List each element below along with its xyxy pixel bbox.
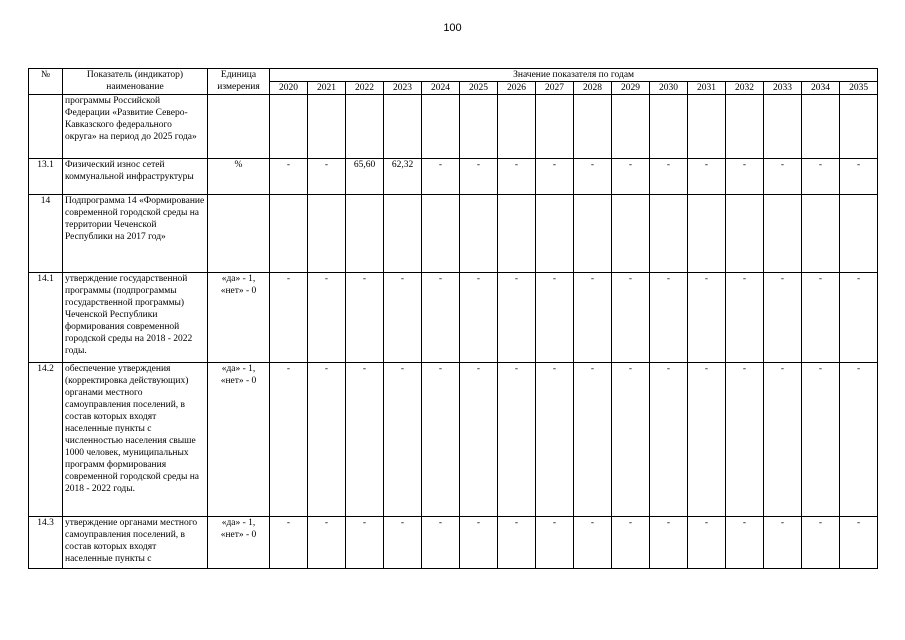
- year-value: -: [574, 517, 612, 569]
- year-value: [764, 95, 802, 159]
- year-value: -: [574, 159, 612, 195]
- indicator-name: программы Российской Федерации «Развитие Северо-Кавказского федерального округа» на период до 2025 года»: [63, 95, 208, 159]
- year-value: [802, 195, 840, 273]
- year-value: [498, 95, 536, 159]
- table-row: [29, 273, 878, 363]
- year-value: -: [536, 363, 574, 517]
- year-value: -: [536, 159, 574, 195]
- year-value: -: [422, 363, 460, 517]
- year-value: -: [840, 159, 878, 195]
- year-value: [422, 195, 460, 273]
- year-value: -: [764, 273, 802, 363]
- year-value: -: [308, 363, 346, 517]
- header-num: №: [29, 69, 63, 95]
- year-value: -: [688, 159, 726, 195]
- year-value: -: [422, 273, 460, 363]
- indicator-name: обеспечение утверждения (корректировка действующих) органами местного самоуправления поселений, в состав которых входят населенные пункты с численностью населения свыше 1000 человек, муниципальных программ формирования современной городской среды на 2018 - 2022 годы.: [63, 363, 208, 517]
- year-header: 2023: [384, 82, 422, 95]
- year-value: -: [460, 517, 498, 569]
- year-value: -: [270, 273, 308, 363]
- header-values-title: Значение показателя по годам: [270, 69, 878, 82]
- year-value: -: [498, 159, 536, 195]
- year-value: [574, 95, 612, 159]
- unit-of-measure: «да» - 1, «нет» - 0: [208, 273, 270, 363]
- year-header: 2033: [764, 82, 802, 95]
- year-value: -: [270, 159, 308, 195]
- year-value: -: [726, 363, 764, 517]
- year-value: [574, 195, 612, 273]
- indicator-name: Физический износ сетей коммунальной инфраструктуры: [63, 159, 208, 195]
- year-value: -: [650, 273, 688, 363]
- year-header: 2027: [536, 82, 574, 95]
- year-value: [498, 195, 536, 273]
- year-value: [536, 95, 574, 159]
- year-header: 2029: [612, 82, 650, 95]
- year-value: -: [688, 273, 726, 363]
- year-header: 2032: [726, 82, 764, 95]
- year-value: -: [498, 273, 536, 363]
- year-value: [346, 95, 384, 159]
- year-header: 2030: [650, 82, 688, 95]
- year-value: [270, 95, 308, 159]
- unit-of-measure: «да» - 1, «нет» - 0: [208, 517, 270, 569]
- table-row: [29, 95, 878, 159]
- year-value: [460, 95, 498, 159]
- year-value: [308, 95, 346, 159]
- year-value: -: [536, 273, 574, 363]
- indicator-name: утверждение органами местного самоуправления поселений, в состав которых входят населенные пункты с: [63, 517, 208, 569]
- year-value: [726, 195, 764, 273]
- year-value: [650, 95, 688, 159]
- year-value: -: [460, 363, 498, 517]
- year-value: -: [612, 517, 650, 569]
- year-value: -: [346, 517, 384, 569]
- year-value: -: [422, 517, 460, 569]
- year-value: -: [422, 159, 460, 195]
- year-value: [422, 95, 460, 159]
- unit-of-measure: [208, 95, 270, 159]
- year-value: [650, 195, 688, 273]
- year-value: -: [574, 273, 612, 363]
- year-value: -: [498, 363, 536, 517]
- year-value: -: [802, 273, 840, 363]
- table-row: [29, 159, 878, 195]
- year-header: 2028: [574, 82, 612, 95]
- year-value: -: [840, 363, 878, 517]
- header-unit: Единица измерения: [208, 69, 270, 95]
- year-value: -: [802, 517, 840, 569]
- year-header: 2035: [840, 82, 878, 95]
- year-value: [536, 195, 574, 273]
- year-value: -: [764, 517, 802, 569]
- year-value: [384, 195, 422, 273]
- year-value: [270, 195, 308, 273]
- year-value: -: [840, 517, 878, 569]
- year-value: [612, 195, 650, 273]
- year-value: -: [308, 273, 346, 363]
- year-value: 65,60: [346, 159, 384, 195]
- table-row: [29, 363, 878, 517]
- year-value: -: [384, 363, 422, 517]
- year-value: -: [612, 273, 650, 363]
- year-value: -: [612, 159, 650, 195]
- row-number: [29, 95, 63, 159]
- table-row: [29, 517, 878, 569]
- year-value: -: [308, 517, 346, 569]
- year-value: -: [460, 159, 498, 195]
- year-value: [840, 195, 878, 273]
- year-value: -: [726, 159, 764, 195]
- year-header: 2026: [498, 82, 536, 95]
- year-value: [308, 195, 346, 273]
- year-value: -: [612, 363, 650, 517]
- indicator-name: Подпрограмма 14 «Формирование современной городской среды на территории Чеченской Республики на 2017 год»: [63, 195, 208, 273]
- year-value: [726, 95, 764, 159]
- year-value: [802, 95, 840, 159]
- year-header: 2024: [422, 82, 460, 95]
- year-value: -: [308, 159, 346, 195]
- year-value: -: [384, 517, 422, 569]
- year-value: -: [650, 363, 688, 517]
- year-value: [840, 95, 878, 159]
- year-value: 62,32: [384, 159, 422, 195]
- year-value: -: [688, 517, 726, 569]
- year-value: [384, 95, 422, 159]
- year-value: [346, 195, 384, 273]
- year-value: [612, 95, 650, 159]
- year-value: -: [802, 363, 840, 517]
- year-value: -: [802, 159, 840, 195]
- year-header: 2020: [270, 82, 308, 95]
- year-value: -: [688, 363, 726, 517]
- indicators-table: [28, 68, 878, 569]
- year-value: -: [840, 273, 878, 363]
- year-value: -: [270, 363, 308, 517]
- year-header: 2031: [688, 82, 726, 95]
- year-value: [688, 195, 726, 273]
- header-indicator: Показатель (индикатор) наименование: [63, 69, 208, 95]
- year-value: -: [460, 273, 498, 363]
- page-number: 100: [443, 22, 462, 34]
- year-value: -: [346, 273, 384, 363]
- row-number: 14: [29, 195, 63, 273]
- row-number: 13.1: [29, 159, 63, 195]
- year-value: [764, 195, 802, 273]
- year-header: 2021: [308, 82, 346, 95]
- year-value: -: [574, 363, 612, 517]
- year-header: 2025: [460, 82, 498, 95]
- year-header: 2022: [346, 82, 384, 95]
- year-value: -: [764, 363, 802, 517]
- year-value: -: [270, 517, 308, 569]
- table-row: [29, 195, 878, 273]
- year-value: -: [650, 517, 688, 569]
- row-number: 14.1: [29, 273, 63, 363]
- year-value: -: [726, 517, 764, 569]
- year-header: 2034: [802, 82, 840, 95]
- year-value: -: [536, 517, 574, 569]
- year-value: [460, 195, 498, 273]
- unit-of-measure: %: [208, 159, 270, 195]
- indicator-name: утверждение государственной программы (подпрограммы государственной программы) Чеченской Республики формирования современной городской среды на 2018 - 2022 годы.: [63, 273, 208, 363]
- year-value: -: [498, 517, 536, 569]
- unit-of-measure: «да» - 1, «нет» - 0: [208, 363, 270, 517]
- year-value: -: [650, 159, 688, 195]
- row-number: 14.2: [29, 363, 63, 517]
- year-value: -: [384, 273, 422, 363]
- unit-of-measure: [208, 195, 270, 273]
- year-value: -: [346, 363, 384, 517]
- year-value: -: [726, 273, 764, 363]
- year-value: -: [764, 159, 802, 195]
- row-number: 14.3: [29, 517, 63, 569]
- year-value: [688, 95, 726, 159]
